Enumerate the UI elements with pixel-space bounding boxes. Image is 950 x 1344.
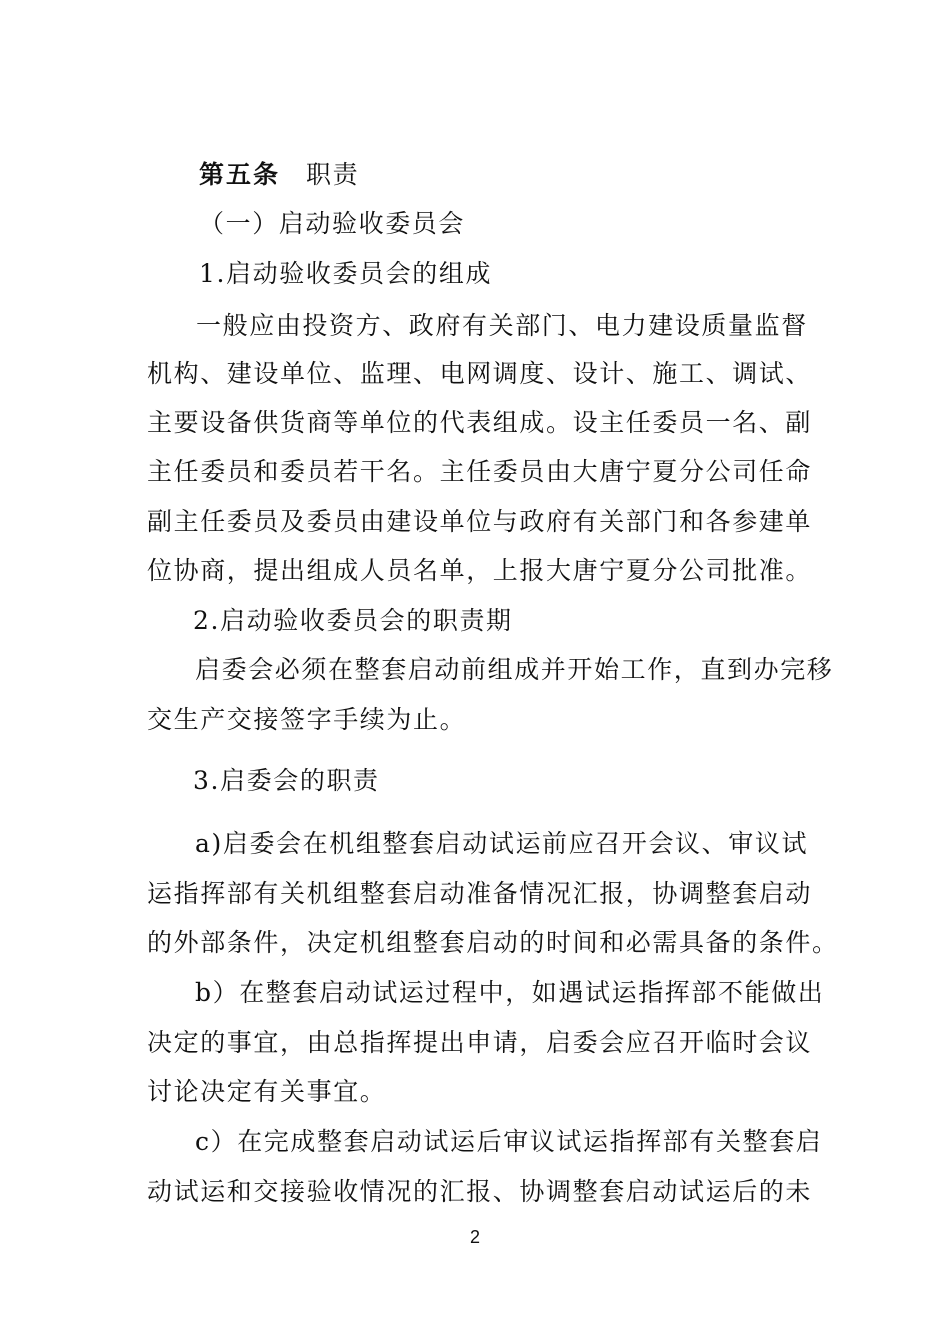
paragraph-line: 一般应由投资方、政府有关部门、电力建设质量监督 xyxy=(196,311,808,340)
section-heading: （一）启动验收委员会 xyxy=(199,209,466,238)
paragraph-line: 启委会必须在整套启动前组成并开始工作，直到办完移 xyxy=(195,655,834,684)
paragraph-line: 主任委员和委员若干名。主任委员由大唐宁夏分公司任命 xyxy=(147,457,813,486)
item-title: 3.启委会的职责 xyxy=(193,766,380,795)
paragraph-line: c）在完成整套启动试运后审议试运指挥部有关整套启 xyxy=(195,1127,823,1156)
paragraph-line: 主要设备供货商等单位的代表组成。设主任委员一名、副 xyxy=(147,408,813,437)
paragraph-line: 位协商，提出组成人员名单，上报大唐宁夏分公司批准。 xyxy=(147,556,813,585)
paragraph-line: 决定的事宜，由总指挥提出申请，启委会应召开临时会议 xyxy=(147,1028,813,1057)
paragraph-line: 运指挥部有关机组整套启动准备情况汇报，协调整套启动 xyxy=(147,879,813,908)
paragraph-line: 机构、建设单位、监理、电网调度、设计、施工、调试、 xyxy=(147,359,813,388)
paragraph-line: b）在整套启动试运过程中，如遇试运指挥部不能做出 xyxy=(195,978,825,1007)
article-title: 职责 xyxy=(306,160,360,189)
paragraph-line: 副主任委员及委员由建设单位与政府有关部门和各参建单 xyxy=(147,507,813,536)
item-title: 1.启动验收委员会的组成 xyxy=(199,259,493,288)
paragraph-line: 交生产交接签字手续为止。 xyxy=(147,705,467,734)
paragraph-line: 动试运和交接验收情况的汇报、协调整套启动试运后的未 xyxy=(147,1177,813,1206)
article-number: 第五条 xyxy=(199,160,281,189)
item-title: 2.启动验收委员会的职责期 xyxy=(193,606,513,635)
paragraph-line: a)启委会在机组整套启动试运前应召开会议、审议试 xyxy=(195,829,809,858)
page-number: 2 xyxy=(469,1227,480,1247)
paragraph-line: 的外部条件，决定机组整套启动的时间和必需具备的条件。 xyxy=(147,928,839,957)
article-heading xyxy=(199,160,859,190)
paragraph-line: 讨论决定有关事宜。 xyxy=(147,1077,387,1106)
